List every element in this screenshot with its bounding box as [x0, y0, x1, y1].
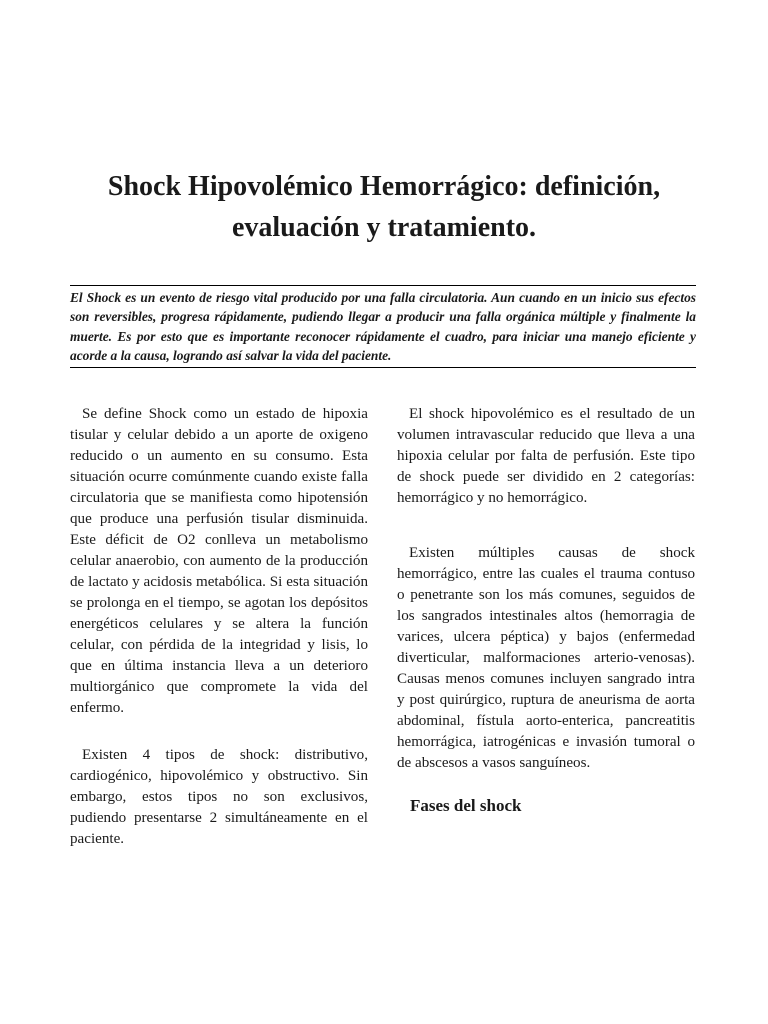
document-title: Shock Hipovolémico Hemorrágico: definición, evaluación y tratamiento.	[107, 171, 661, 243]
paragraph-hypovolemic: El shock hipovolémico es el resultado de un volumen intravascular reducido que lleva a una hipoxia celular por falta de perfusión. Este tipo de shock puede ser dividido en 2 categorías: hemorrágico y no hemorrágico.	[397, 406, 695, 506]
paragraph-shock-types: Existen 4 tipos de shock: distributivo, cardiogénico, hipovolémico y obstructivo. Sin embargo, estos tipos no son exclusivos, pudiendo presentarse 2 simultáneamente en el paciente.	[70, 747, 368, 847]
right-column	[397, 404, 695, 818]
section-heading-phases: Fases del shock	[410, 796, 522, 815]
paragraph-causes: Existen múltiples causas de shock hemorrágico, entre las cuales el trauma contuso o penetrante son los más comunes, seguidos de los sangrados intestinales altos (hemorragia de varices, ulcera péptica) y bajos (enfermedad diverticular, malformaciones arterio-venosas). Causas menos comunes incluyen sangrado intra y post quirúrgico, ruptura de aneurisma de aorta abdominal, fístula aorto-enterica, pancreatitis hemorrágica, iatrogénicas e invasión tumoral o de abscesos a vasos sanguíneos.	[397, 545, 695, 771]
left-column	[70, 404, 368, 850]
paragraph-definition: Se define Shock como un estado de hipoxia tisular y celular debido a un aporte de oxigeno reducido o un aumento en su consumo. Esta situación ocurre comúnmente cuando existe falla circulatoria que se manifiesta como hipotensión que produce una perfusión tisular disminuida. Este déficit de O2 conlleva un metabolismo celular anaerobio, con aumento de la producción de lactato y acidosis metabólica. Si esta situación se prolonga en el tiempo, se agotan los depósitos energéticos celulares y se altera la función celular, con pérdida de la integridad y lisis, lo que en última instancia lleva a un deterioro multiorgánico que compromete la vida del enfermo.	[70, 406, 368, 716]
abstract: El Shock es un evento de riesgo vital producido por una falla circulatoria. Aun cuando en un inicio sus efectos son reversibles, progresa rápidamente, pudiendo llegar a producir una falla orgánica múltiple y finalmente la muerte. Es por esto que es importante reconocer rápidamente el cuadro, para iniciar una manejo eficiente y acorde a la causa, logrando así salvar la vida del paciente.	[70, 285, 696, 368]
